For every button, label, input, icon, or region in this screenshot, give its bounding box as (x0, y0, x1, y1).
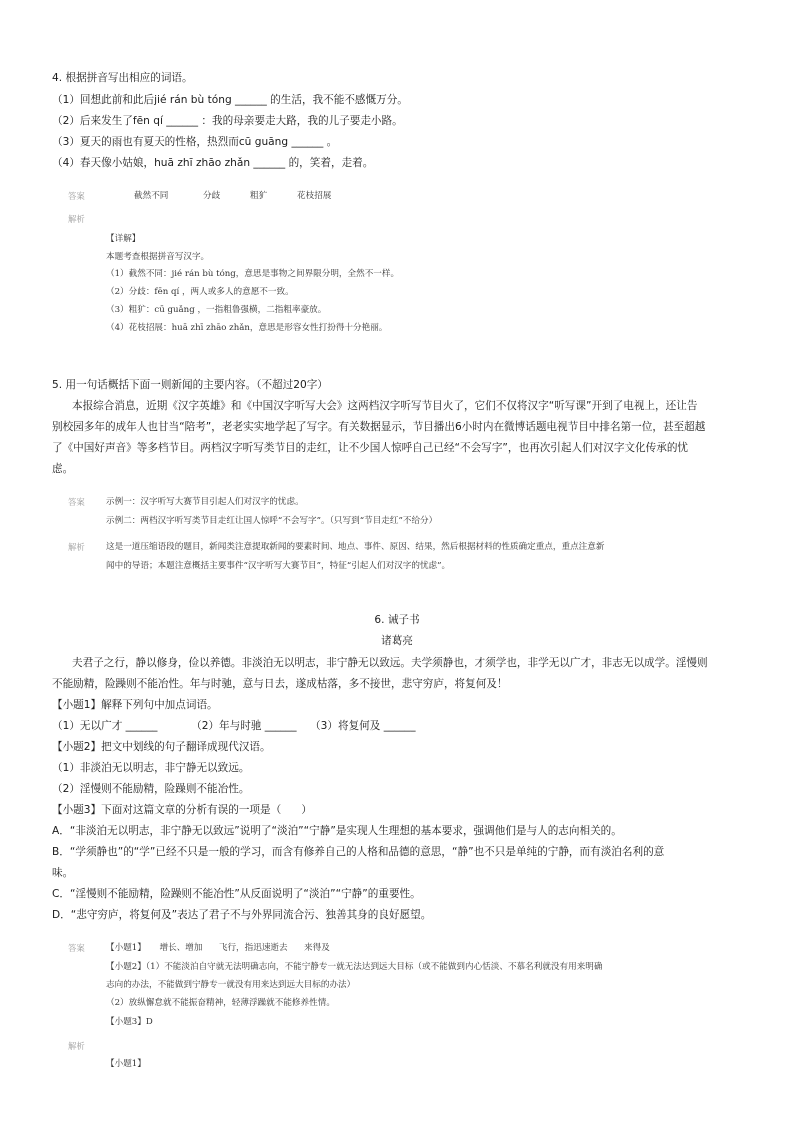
q4-answer-1: 截然不同 (134, 191, 169, 201)
q6-sub1: 【小题1】解释下列句中加点词语。 (52, 699, 218, 711)
q6-option-d: D．“悲守穷庐，将复何及”表达了君子不与外界同流合污、独善其身的良好愿望。 (52, 909, 432, 921)
q6-answer-3: 志向的办法，不能做到宁静专一就没有用来达到远大目标的办法） (106, 980, 356, 990)
q6-author: 诸葛亮 (381, 635, 413, 647)
q6-passage-1: 夫君子之行，静以修身，俭以养德。非淡泊无以明志，非宁静无以致远。夫学须静也，才须学也，非学无以广才，非志无以成学。淫慢则 (72, 657, 708, 669)
q4-analysis-5: （3）粗犷：cū guǎng ，一指粗鲁强横，二指粗率豪放。 (106, 305, 327, 315)
q4-analysis-4: （2）分歧：fēn qí ，两人或多人的意愿不一致。 (106, 287, 294, 297)
q6-title: 6. 诫子书 (374, 614, 420, 626)
q5-analysis-2: 闻中的导语；本题注意概括主要事件“汉字听写大赛节目”，特征“引起人们对汉字的忧虑”。 (106, 561, 451, 571)
q6-option-a: A．“非淡泊无以明志，非宁静无以致远”说明了“淡泊”“宁静”是实现人生理想的基本要求，强调他们是与人的志向相关的。 (52, 825, 622, 837)
q4-item-4: （4）春天像小姑娘，huā zhī zhāo zhǎn ______ 的，笑着，走着。 (52, 157, 374, 169)
q6-answer-label: 答案 (68, 943, 85, 953)
q6-sub2-item-2: （2）淫慢则不能励精，险躁则不能冶性。 (52, 783, 250, 795)
q4-analysis-label: 解析 (68, 214, 85, 224)
q5-passage-2: 别校园多年的成年人也甘当“陪考”，老老实实地学起了写字。有关数据显示，节目播出6小时内在微博话题电视节目中排名第一位，甚至超越 (52, 421, 706, 433)
q4-item-1: （1）回想此前和此后jié rán bù tóng ______ 的生活，我不能不感慨万分。 (52, 94, 408, 106)
q6-option-b-cont: 味。 (52, 867, 74, 879)
q4-answer-4: 花枝招展 (297, 191, 332, 201)
q4-answer-3: 粗犷 (250, 191, 268, 201)
q6-sub2-item-1: （1）非淡泊无以明志，非宁静无以致远。 (52, 762, 250, 774)
q6-option-c: C．“淫慢则不能励精，险躁则不能冶性”从反面说明了“淡泊”“宁静”的重要性。 (52, 888, 421, 900)
q5-answer-2: 示例二：两档汉字听写类节目走红让国人惊呼“不会写字”。（只写到“节目走红”不给分） (106, 516, 438, 526)
q4-item-3: （3）夏天的雨也有夏天的性格，热烈而cū guāng ______ 。 (52, 136, 338, 148)
q6-answer-4: （2）放纵懈怠就不能振奋精神，轻薄浮躁就不能修养性情。 (106, 998, 335, 1008)
q4-analysis-1: 【详解】 (106, 234, 141, 244)
q4-analysis-6: （4）花枝招展：huā zhī zhāo zhǎn，意思是形容女性打扮得十分艳丽。 (106, 323, 388, 333)
q6-option-b: B．“学须静也”的“学”已经不只是一般的学习，而含有修养自己的人格和品德的意思，“静”也不只是单纯的宁静，而有淡泊名利的意 (52, 846, 665, 858)
q5-title: 5. 用一句话概括下面一则新闻的主要内容。（不超过20字） (52, 379, 328, 391)
q5-answer-label: 答案 (68, 497, 85, 507)
q4-item-2: （2）后来发生了fēn qí ______ ：我的母亲要走大路，我的儿子要走小路。 (52, 115, 403, 127)
q4-title: 4. 根据拼音写出相应的词语。 (52, 72, 193, 84)
q5-analysis-1: 这是一道压缩语段的题目，新闻类注意提取新闻的要素时间、地点、事件、原因、结果，然后根据材料的性质确定重点，重点注意新 (106, 542, 605, 552)
q5-analysis-label: 解析 (68, 542, 85, 552)
q6-answer-1: 【小题1】 增长、增加 飞行，指迅速逝去 来得及 (106, 943, 330, 953)
q5-passage-4: 虑。 (52, 463, 74, 475)
q4-answer-label: 答案 (68, 191, 85, 201)
q6-sub2: 【小题2】把文中划线的句子翻译成现代汉语。 (52, 741, 271, 753)
q4-analysis-3: （1）截然不同：jié rán bù tóng，意思是事物之间界限分明，全然不一样。 (106, 269, 400, 279)
q6-analysis-label: 解析 (68, 1041, 85, 1051)
q5-passage-3: 了《中国好声音》等多档节目。两档汉字听写类节目的走红，让不少国人惊呼自己已经“不会写字”，也再次引起人们对汉字文化传承的忧 (52, 442, 689, 454)
q4-analysis-2: 本题考查根据拼音写汉字。 (106, 252, 210, 262)
q6-sub3: 【小题3】下面对这篇文章的分析有误的一项是（ ） (52, 804, 313, 816)
q6-analysis-1: 【小题1】 (106, 1059, 146, 1069)
q4-answer-2: 分歧 (203, 191, 221, 201)
q6-answer-5: 【小题3】D (106, 1017, 153, 1027)
q5-answer-1: 示例一：汉字听写大赛节目引起人们对汉字的忧虑。 (106, 497, 304, 507)
q6-sub1-items: （1）无以广才 ______ （2）年与时驰 ______ （3）将复何及 ______ (52, 720, 416, 732)
q5-passage-1: 本报综合消息，近期《汉字英雄》和《中国汉字听写大会》这两档汉字听写节目火了，它们不仅将汉字“听写课”开到了电视上，还让告 (72, 400, 698, 412)
q6-passage-2: 不能励精，险躁则不能冶性。年与时驰，意与日去，遂成枯落，多不接世，悲守穷庐，将复何及！ (52, 678, 508, 690)
q6-answer-2: 【小题2】（1）不能淡泊自守就无法明确志向，不能宁静专一就无法达到远大目标（或不能做到内心恬淡、不慕名利就没有用来明确 (106, 962, 603, 972)
